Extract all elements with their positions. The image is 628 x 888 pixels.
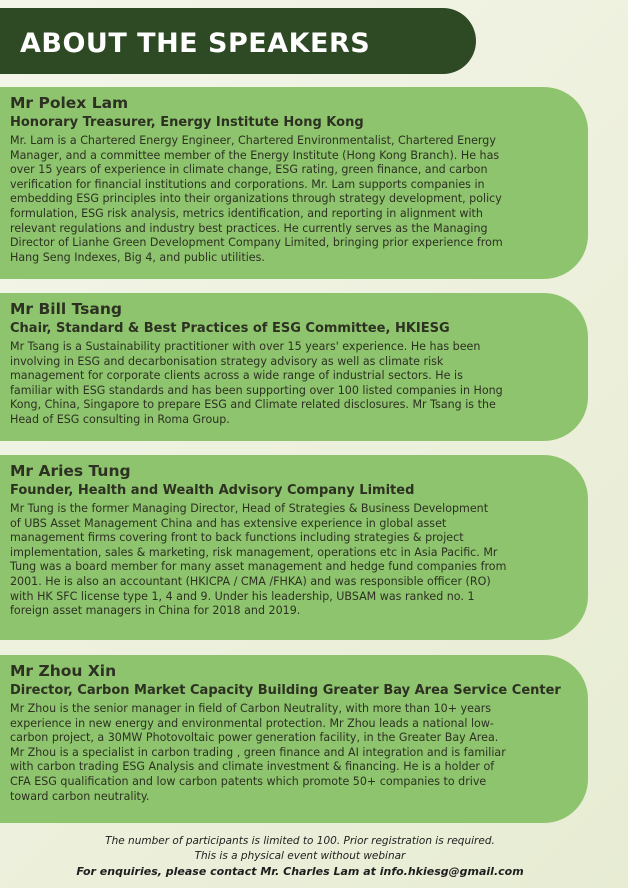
header-banner	[0, 8, 476, 74]
contact-note: For enquiries, please contact Mr. Charles Lam at info.hkiesg@gmail.com	[76, 865, 524, 878]
event-format-note: This is a physical event without webinar	[194, 850, 406, 862]
speaker-name: Mr Zhou Xin	[10, 662, 117, 680]
speaker-role: Director, Carbon Market Capacity Building Greater Bay Area Service Center	[10, 683, 561, 698]
page-title: ABOUT THE SPEAKERS	[20, 28, 371, 59]
footer-notice	[0, 834, 600, 879]
participant-limit-note: The number of participants is limited to 100. Prior registration is required.	[105, 835, 495, 847]
speaker-role: Founder, Health and Wealth Advisory Company Limited	[10, 483, 415, 498]
speaker-bio: Mr. Lam is a Chartered Energy Engineer, Chartered Environmentalist, Chartered Energy Manager, and a committee member of the Energy Institute (Hong Kong Branch). He has over 15 years of experience in climate change, ESG rating, green finance, and carbon verification for financial institutions and corporations. Mr. Lam supports companies in embedding ESG principles into their organizations through strategy development, policy formulation, ESG risk analysis, metrics identification, and reporting in alignment with relevant regulations and industry best practices. He currently serves as the Managing Director of Lianhe Green Development Company Limited, bringing prior experience from Hang Seng Indexes, Big 4, and public utilities.	[10, 134, 503, 264]
speaker-card-aries-tung	[0, 455, 588, 640]
speaker-name: Mr Bill Tsang	[10, 300, 122, 318]
speaker-name: Mr Polex Lam	[10, 94, 129, 112]
speaker-role: Honorary Treasurer, Energy Institute Hong Kong	[10, 115, 364, 130]
speaker-bio: Mr Tung is the former Managing Director, Head of Strategies & Business Development of UBS Asset Management China and has extensive experience in global asset management firms covering front to back functions including strategies & project implementation, sales & marketing, risk management, operations etc in Asia Pacific. Mr Tung was a board member for many asset management and hedge fund companies from 2001. He is also an accountant (HKICPA / CMA /FHKA) and was responsible officer (RO) with HK SFC license type 1, 4 and 9. Under his leadership, UBSAM was ranked no. 1 foreign asset managers in China for 2018 and 2019.	[10, 502, 507, 618]
speaker-role: Chair, Standard & Best Practices of ESG Committee, HKIESG	[10, 321, 450, 336]
speaker-bio: Mr Zhou is the senior manager in field of Carbon Neutrality, with more than 10+ years experience in new energy and environmental protection. Mr Zhou leads a national low- carbon project, a 30MW Photovoltaic power generation facility, in the Greater Bay Area. Mr Zhou is a specialist in carbon trading , green finance and AI integration and is familiar with carbon trading ESG Analysis and climate investment & financing. He is a holder of CFA ESG qualification and low carbon patents which promote 50+ companies to drive toward carbon neutrality.	[10, 702, 506, 803]
speaker-name: Mr Aries Tung	[10, 462, 131, 480]
speaker-bio: Mr Tsang is a Sustainability practitioner with over 15 years' experience. He has been involving in ESG and decarbonisation strategy advisory as well as climate risk management for corporate clients across a wide range of industrial sectors. He is familiar with ESG standards and has been supporting over 100 listed companies in Hong Kong, China, Singapore to prepare ESG and Climate related disclosures. Mr Tsang is the Head of ESG consulting in Roma Group.	[10, 340, 503, 426]
speaker-card-bill-tsang	[0, 293, 588, 441]
speaker-card-zhou-xin	[0, 655, 588, 823]
speaker-card-polex-lam	[0, 87, 588, 279]
